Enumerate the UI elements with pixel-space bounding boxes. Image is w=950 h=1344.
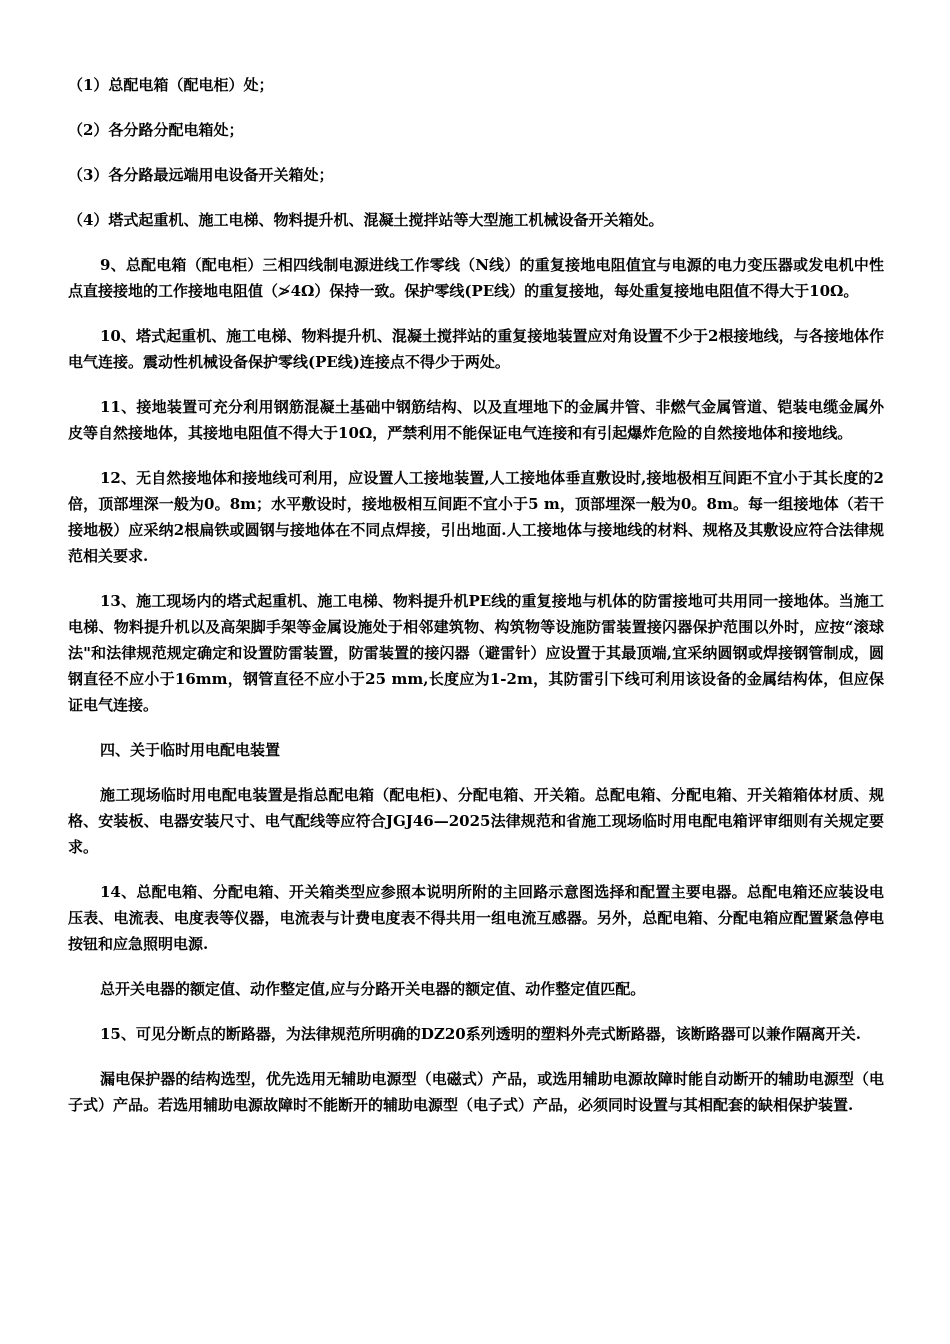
- section-intro: 施工现场临时用电配电装置是指总配电箱（配电柜)、分配电箱、开关箱。总配电箱、分配电箱、开关箱箱体材质、规格、安装板、电器安装尺寸、电气配线等应符合JGJ46—2025法律规范和省施工现场临时用电配电箱评审细则有关规定要求。: [68, 786, 884, 856]
- clause-14: 14、总配电箱、分配电箱、开关箱类型应参照本说明所附的主回路示意图选择和配置主要电器。总配电箱还应装设电压表、电流表、电度表等仪器，电流表与计费电度表不得共用一组电流互感器。另外，总配电箱、分配电箱应配置紧急停电按钮和应急照明电源.: [68, 883, 884, 953]
- list-item-1: （1）总配电箱（配电柜）处；: [68, 76, 274, 94]
- clause-12: 12、无自然接地体和接地线可利用，应设置人工接地装置,人工接地体垂直敷设时,接地极相互间距不宜小于其长度的2倍，顶部埋深一般为0。8m；水平敷设时，接地极相互间距不宜小于5 m，顶部埋深一般为0。8m。每一组接地体（若干接地极）应采纳2根扁铁或圆钢与接地体在不同点焊接，引出地面.人工接地体与接地线的材料、规格及其敷设应符合法律规范相关要求.: [68, 469, 884, 565]
- leakage-protector-note: 漏电保护器的结构选型，优先选用无辅助电源型（电磁式）产品，或选用辅助电源故障时能自动断开的辅助电源型（电子式）产品。若选用辅助电源故障时不能断开的辅助电源型（电子式）产品，必须同时设置与其相配套的缺相保护装置.: [68, 1070, 884, 1114]
- list-item-3: （3）各分路最远端用电设备开关箱处；: [68, 166, 334, 184]
- rating-note: 总开关电器的额定值、动作整定值,应与分路开关电器的额定值、动作整定值匹配。: [100, 980, 646, 998]
- clause-15: 15、可见分断点的断路器，为法律规范所明确的DZ20系列透明的塑料外壳式断路器，该断路器可以兼作隔离开关.: [100, 1025, 861, 1043]
- section-heading-4: 四、关于临时用电配电装置: [100, 741, 281, 759]
- clause-10: 10、塔式起重机、施工电梯、物料提升机、混凝土搅拌站的重复接地装置应对角设置不少于2根接地线，与各接地体作电气连接。震动性机械设备保护零线(PE线)连接点不得少于两处。: [68, 327, 884, 371]
- document-page: [68, 72, 884, 1137]
- clause-9: 9、总配电箱（配电柜）三相四线制电源进线工作零线（N线）的重复接地电阻值宜与电源的电力变压器或发电机中性点直接接地的工作接地电阻值（≯4Ω）保持一致。保护零线(PE线）的重复接地，每处重复接地电阻值不得大于10Ω。: [68, 256, 884, 300]
- list-item-4: （4）塔式起重机、施工电梯、物料提升机、混凝土搅拌站等大型施工机械设备开关箱处。: [68, 211, 664, 229]
- list-item-2: （2）各分路分配电箱处；: [68, 121, 244, 139]
- clause-11: 11、接地装置可充分利用钢筋混凝土基础中钢筋结构、以及直埋地下的金属井管、非燃气金属管道、铠装电缆金属外皮等自然接地体，其接地电阻值不得大于10Ω，严禁利用不能保证电气连接和有引起爆炸危险的自然接地体和接地线。: [68, 398, 884, 442]
- clause-13: 13、施工现场内的塔式起重机、施工电梯、物料提升机PE线的重复接地与机体的防雷接地可共用同一接地体。当施工电梯、物料提升机以及高架脚手架等金属设施处于相邻建筑物、构筑物等设施防雷装置接闪器保护范围以外时，应按“滚球法"和法律规范规定确定和设置防雷装置，防雷装置的接闪器（避雷针）应设置于其最顶端,宜采纳圆钢或焊接钢管制成，圆钢直径不应小于16mm，钢管直径不应小于25 mm,长度应为1-2m，其防雷引下线可利用该设备的金属结构体，但应保证电气连接。: [68, 592, 884, 714]
